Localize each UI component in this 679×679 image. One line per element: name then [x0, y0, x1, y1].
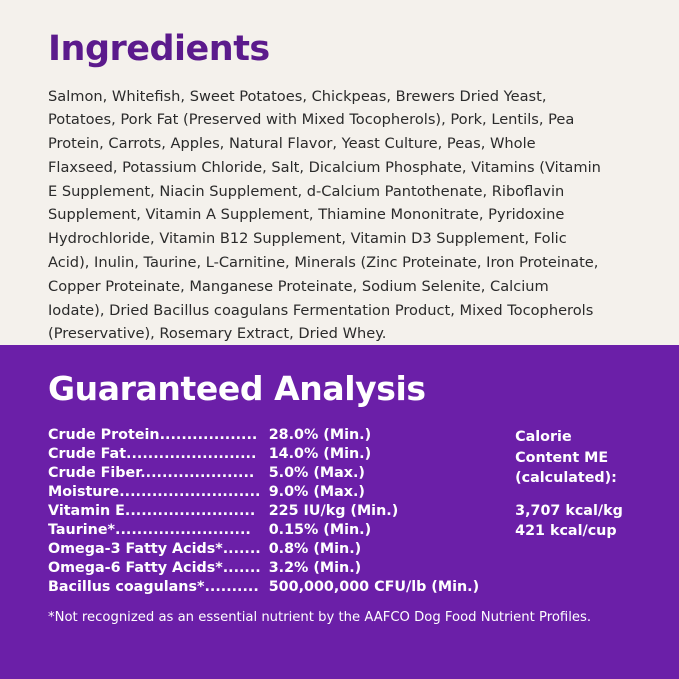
nutrient-label: Vitamin E: [48, 502, 125, 519]
nutrient-label: Omega-3 Fatty Acids*: [48, 540, 223, 557]
nutrient-value: 5.0% (Max.): [268, 464, 365, 481]
leader-dots: ........................: [124, 502, 256, 519]
calorie-value-per-kg: 3,707 kcal/kg: [515, 503, 623, 520]
ingredients-text: Salmon, Whitefish, Sweet Potatoes, Chickpeas, Brewers Dried Yeast, Potatoes, Pork Fat (Preserved with Mixed Tocopherols), Pork, Lentils, Pea Protein, Carrots, Apples, Natural Flavor, Yeast Culture, Peas, Whole Flaxseed, Potassium Chloride, Salt, Dicalcium Phosphate, Vitamins (Vitamin E Supplement, Niacin Supplement, d-Calcium Pantothenate, Riboflavin Supplement, Vitamin A Supplement, Thiamine Mononitrate, Pyridoxine Hydrochloride, Vitamin B12 Supplement, Vitamin D3 Supplement, Folic Acid), Inulin, Taurine, L-Carnitine, Minerals (Zinc Proteinate, Iron Proteinate, Copper Proteinate, Manganese Proteinate, Sodium Selenite, Calcium Iodate), Dried Bacillus coagulans Fermentation Product, Mixed Tocopherols (Preservative), Rosemary Extract, Dried Whey.: [48, 87, 601, 343]
nutrient-name: [48, 539, 267, 558]
calorie-heading-line2: (calculated):: [515, 469, 617, 486]
calorie-content-block: [515, 425, 631, 541]
nutrient-name: [48, 577, 267, 596]
table-row: [48, 558, 479, 577]
table-row: [48, 463, 479, 482]
nutrient-value: 14.0% (Min.): [268, 445, 372, 462]
nutrient-label: Crude Fiber: [48, 464, 141, 481]
nutrient-name: [48, 463, 267, 482]
table-row: [48, 501, 479, 520]
nutrient-label: Omega-6 Fatty Acids*: [48, 559, 223, 576]
leader-dots: ..........................: [119, 483, 261, 500]
calorie-value-per-cup: 421 kcal/cup: [515, 523, 617, 540]
nutrient-name: [48, 558, 267, 577]
nutrient-label: Crude Protein: [48, 426, 160, 443]
nutrient-value: 0.8% (Min.): [268, 540, 362, 557]
nutrient-name: [48, 444, 267, 463]
nutrient-label: Bacillus coagulans*: [48, 578, 205, 595]
table-row: [48, 539, 479, 558]
analysis-body: [48, 425, 631, 596]
table-row: [48, 520, 479, 539]
nutrient-label: Taurine*: [48, 521, 116, 538]
leader-dots: ........................: [126, 445, 257, 462]
calorie-heading-line1: Calorie Content ME: [515, 429, 609, 466]
nutrient-value: 225 IU/kg (Min.): [268, 502, 399, 519]
leader-dots: ..........: [204, 578, 259, 595]
nutrient-value: 28.0% (Min.): [268, 426, 372, 443]
nutrient-name: [48, 482, 267, 501]
table-row: [48, 444, 479, 463]
nutrient-label: Moisture: [48, 483, 120, 500]
leader-dots: .........................: [115, 521, 251, 538]
nutrient-value: 9.0% (Max.): [268, 483, 365, 500]
leader-dots: .......: [222, 540, 261, 557]
nutrient-value: 500,000,000 CFU/lb (Min.): [268, 578, 480, 595]
analysis-table: [48, 425, 479, 596]
ingredients-title: Ingredients: [48, 29, 270, 69]
leader-dots: .....................: [140, 464, 255, 481]
table-row: [48, 425, 479, 444]
nutrient-value: 3.2% (Min.): [268, 559, 362, 576]
calorie-spacer: [515, 488, 631, 501]
analysis-footnote: *Not recognized as an essential nutrient by the AAFCO Dog Food Nutrient Profiles.: [48, 610, 592, 626]
table-row: [48, 577, 479, 596]
leader-dots: .......: [222, 559, 261, 576]
nutrient-name: [48, 501, 267, 520]
nutrient-name: [48, 425, 267, 444]
leader-dots: ..................: [159, 426, 258, 443]
nutrient-value: 0.15% (Min.): [268, 521, 372, 538]
guaranteed-analysis-section: [0, 345, 679, 679]
nutrient-label: Crude Fat: [48, 445, 127, 462]
nutrient-name: [48, 520, 267, 539]
table-row: [48, 482, 479, 501]
guaranteed-analysis-title: Guaranteed Analysis: [48, 369, 426, 408]
